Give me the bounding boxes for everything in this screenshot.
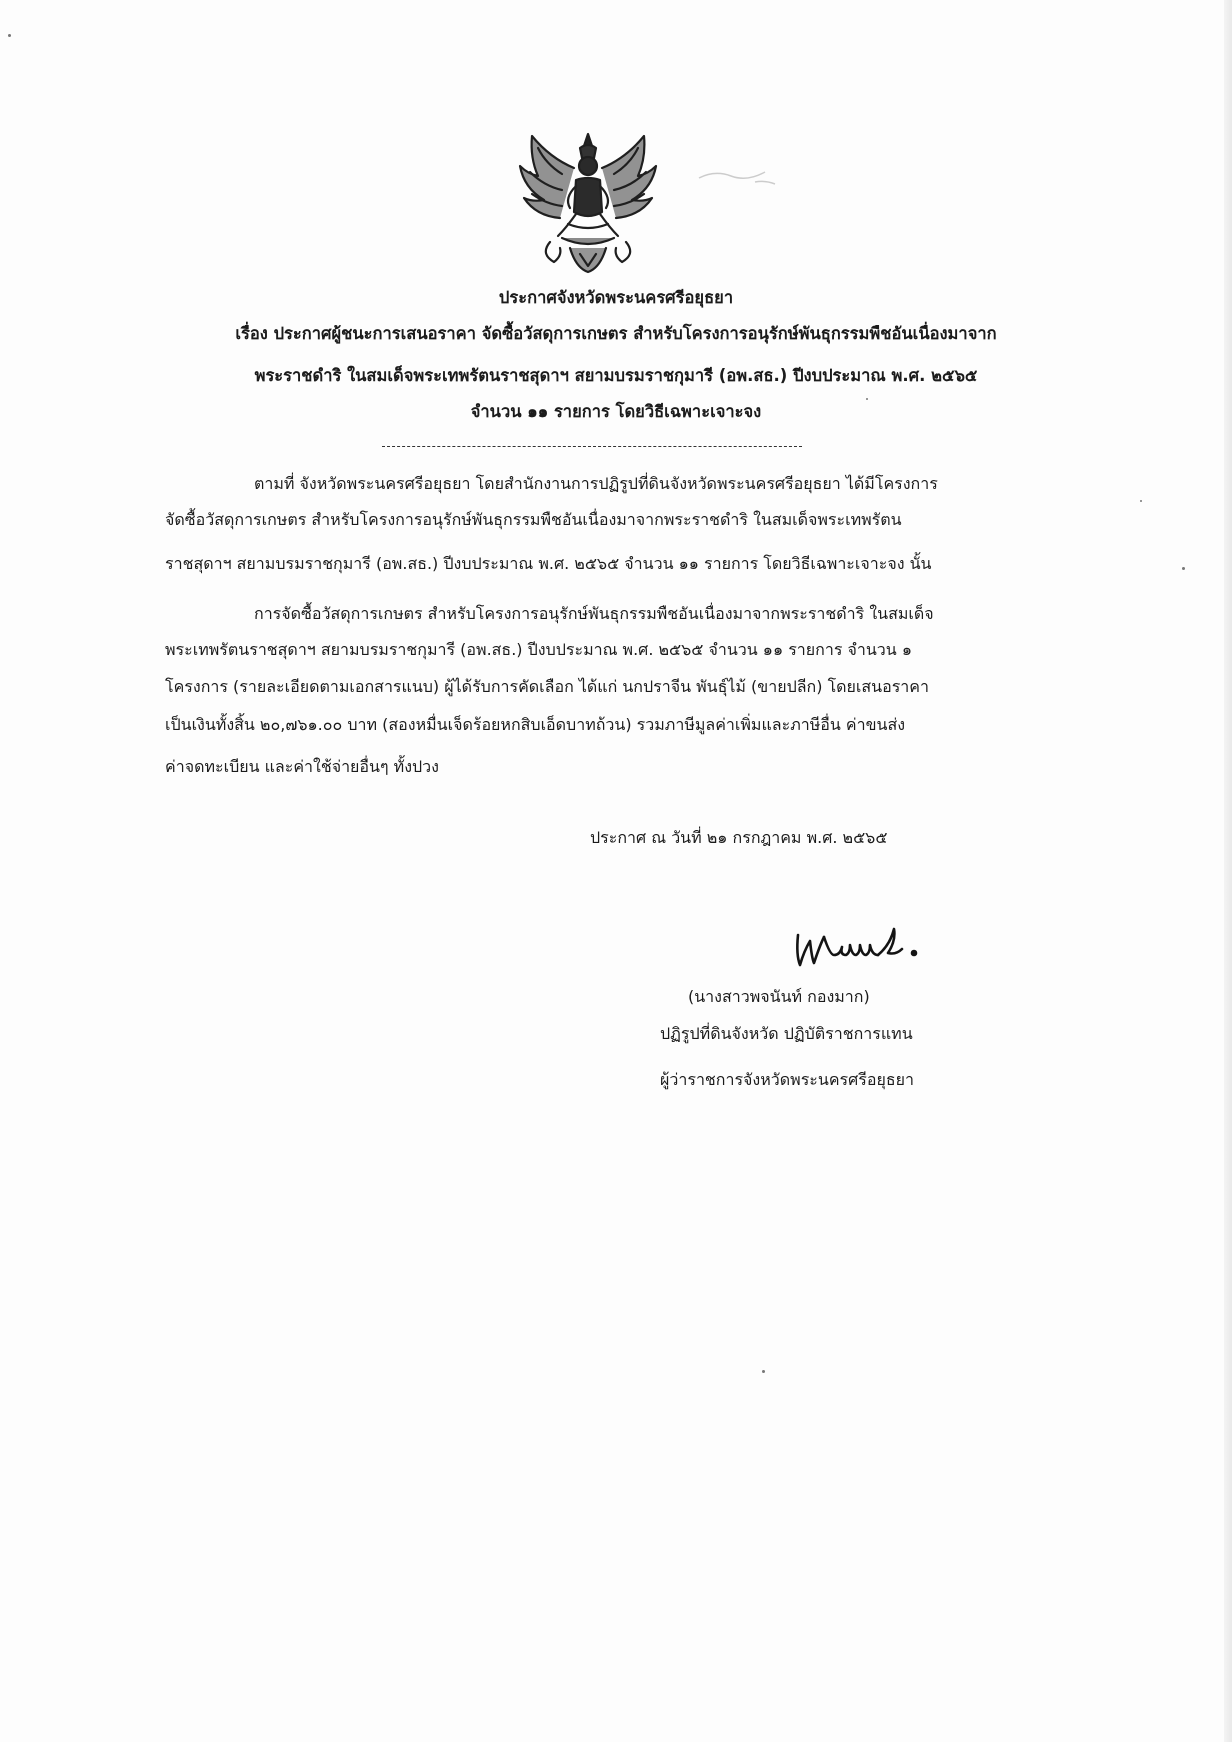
para2-line-1: การจัดซื้อวัสดุการเกษตร สำหรับโครงการอนุรักษ์พันธุกรรมพืชอันเนื่องมาจากพระราชดำริ ในสมเด็จ [254, 604, 934, 623]
issuer-title: ประกาศจังหวัดพระนครศรีอยุธยา [498, 288, 734, 307]
scan-edge [1224, 0, 1232, 1742]
faint-stamp-mark [695, 160, 785, 190]
para1-line-1: ตามที่ จังหวัดพระนครศรีอยุธยา โดยสำนักงานการปฏิรูปที่ดินจังหวัดพระนครศรีอยุธยา ได้มีโครงการ [254, 474, 938, 493]
subject-line-2: พระราชดำริ ในสมเด็จพระเทพรัตนราชสุดาฯ สยามบรมราชกุมารี (อพ.สธ.) ปีงบประมาณ พ.ศ. ๒๕๖๕ [254, 366, 978, 385]
signatory-title-line-1: ปฏิรูปที่ดินจังหวัด ปฏิบัติราชการแทน [660, 1024, 913, 1043]
scan-speck [1140, 500, 1142, 502]
garuda-emblem-icon [510, 128, 666, 278]
para1-line-3: ราชสุดาฯ สยามบรมราชกุมารี (อพ.สธ.) ปีงบประมาณ พ.ศ. ๒๕๖๕ จำนวน ๑๑ รายการ โดยวิธีเฉพาะเจาะจง นั้น [165, 554, 932, 573]
handwritten-signature [790, 915, 940, 977]
para1-line-2: จัดซื้อวัสดุการเกษตร สำหรับโครงการอนุรักษ์พันธุกรรมพืชอันเนื่องมาจากพระราชดำริ ในสมเด็จพระเทพรัตน [165, 510, 902, 529]
scan-speck [1182, 567, 1185, 570]
subject-line-1: เรื่อง ประกาศผู้ชนะการเสนอราคา จัดซื้อวัสดุการเกษตร สำหรับโครงการอนุรักษ์พันธุกรรมพืชอันเนื่องมาจาก [235, 324, 997, 343]
para2-line-3: โครงการ (รายละเอียดตามเอกสารแนบ) ผู้ได้รับการคัดเลือก ได้แก่ นกปราจีน พันธุ์ไม้ (ขายปลีก) โดยเสนอราคา [165, 677, 929, 696]
separator-dashes [382, 446, 802, 447]
para2-line-4: เป็นเงินทั้งสิ้น ๒๐,๗๖๑.๐๐ บาท (สองหมื่นเจ็ดร้อยหกสิบเอ็ดบาทถ้วน) รวมภาษีมูลค่าเพิ่มและภาษีอื่น ค่าขนส่ง [165, 715, 906, 734]
scan-speck [762, 1370, 765, 1373]
signatory-name: (นางสาวพจนันท์ กองมาก) [688, 987, 870, 1006]
announcement-date: ประกาศ ณ วันที่ ๒๑ กรกฎาคม พ.ศ. ๒๕๖๕ [590, 828, 888, 847]
signatory-title-line-2: ผู้ว่าราชการจังหวัดพระนครศรีอยุธยา [660, 1070, 914, 1089]
scan-speck [8, 34, 11, 37]
para2-line-2: พระเทพรัตนราชสุดาฯ สยามบรมราชกุมารี (อพ.สธ.) ปีงบประมาณ พ.ศ. ๒๕๖๕ จำนวน ๑๑ รายการ จำนวน ๑ [165, 640, 912, 659]
para2-line-5: ค่าจดทะเบียน และค่าใช้จ่ายอื่นๆ ทั้งปวง [165, 757, 439, 776]
subject-line-3: จำนวน ๑๑ รายการ โดยวิธีเฉพาะเจาะจง [470, 402, 762, 421]
